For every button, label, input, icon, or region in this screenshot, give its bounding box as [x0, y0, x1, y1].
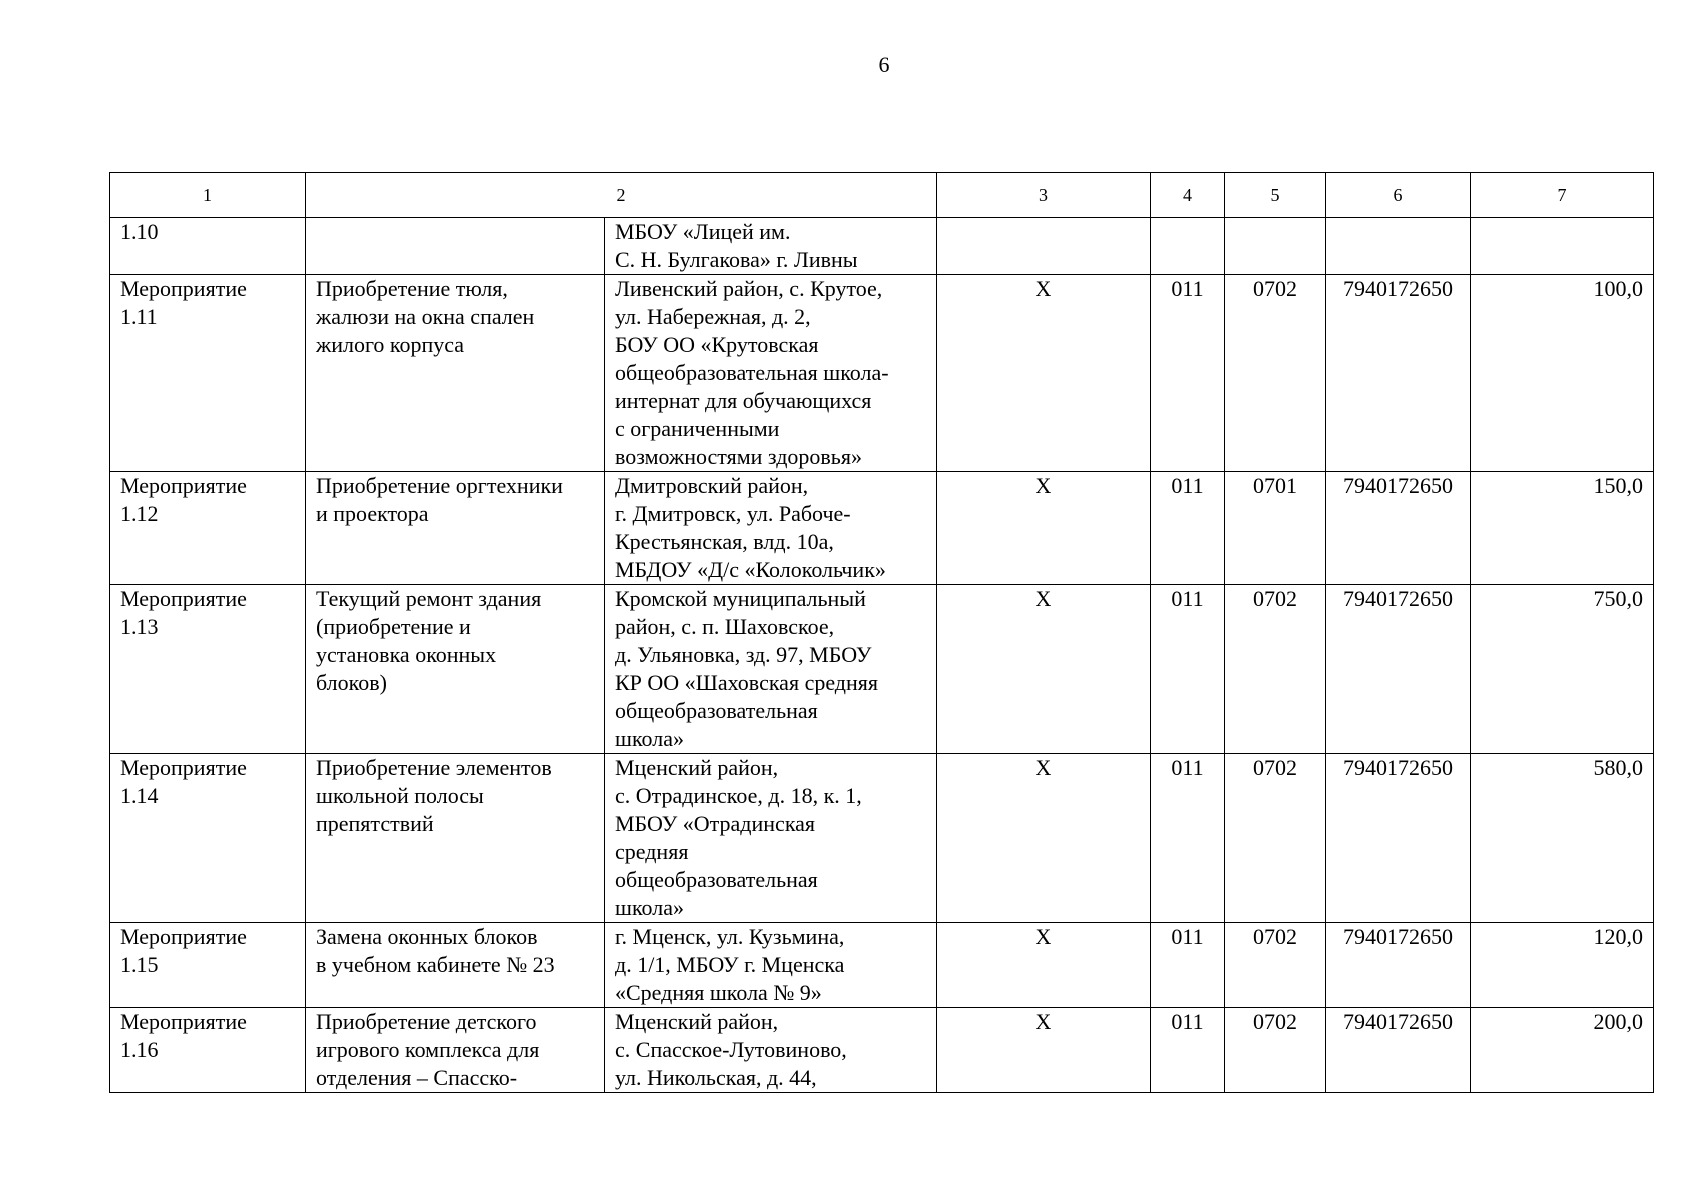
amount-cell: 580,0 [1471, 754, 1654, 923]
address-cell-line: общеобразовательная школа- [615, 360, 889, 385]
address-cell [605, 585, 937, 754]
event-name-cell-line: блоков) [316, 670, 387, 695]
address-cell-line: БОУ ОО «Крутовская [615, 332, 819, 357]
event-number-cell [110, 923, 306, 1008]
address-cell-line: общеобразовательная [615, 698, 818, 723]
code-cell-6: 7940172650 [1326, 1008, 1471, 1093]
code-cell-4: 011 [1151, 275, 1225, 472]
address-cell-line: Мценский район, [615, 1009, 779, 1034]
event-name-cell-line: (приобретение и [316, 614, 471, 639]
column-header-3: 3 [937, 173, 1151, 218]
address-cell [605, 923, 937, 1008]
amount-cell: 150,0 [1471, 472, 1654, 585]
address-cell-line: д. 1/1, МБОУ г. Мценска [615, 952, 845, 977]
event-name-cell-line: Приобретение элементов [316, 755, 552, 780]
event-number-cell-line: 1.10 [120, 219, 159, 244]
table-row [110, 1008, 1654, 1093]
address-cell [605, 472, 937, 585]
address-cell-line: Кромской муниципальный [615, 586, 866, 611]
event-name-cell-line: отделения – Спасско- [316, 1065, 518, 1090]
x-mark-cell: Х [937, 754, 1151, 923]
address-cell-line: С. Н. Булгакова» г. Ливны [615, 247, 858, 272]
event-number-cell-line: 1.12 [120, 501, 159, 526]
address-cell-line: общеобразовательная [615, 867, 818, 892]
page-number: 6 [878, 52, 890, 77]
event-number-cell [110, 472, 306, 585]
code-cell-6: 7940172650 [1326, 754, 1471, 923]
x-mark-cell: Х [937, 472, 1151, 585]
event-name-cell-line: установка оконных [316, 642, 497, 667]
event-number-cell-line: Мероприятие [120, 924, 247, 949]
code-cell-4: 011 [1151, 1008, 1225, 1093]
event-number-cell [110, 585, 306, 754]
budget-table [109, 172, 1654, 1093]
event-name-cell-line: Приобретение детского [316, 1009, 537, 1034]
address-cell-line: возможностями здоровья» [615, 444, 862, 469]
table-row [110, 218, 1654, 275]
address-cell-line: МБДОУ «Д/с «Колокольчик» [615, 557, 886, 582]
x-mark-cell [937, 218, 1151, 275]
code-cell-6 [1326, 218, 1471, 275]
event-number-cell-line: 1.13 [120, 614, 159, 639]
address-cell-line: Ливенский район, с. Крутое, [615, 276, 883, 301]
address-cell-line: с. Спасское-Лутовиново, [615, 1037, 847, 1062]
amount-cell: 100,0 [1471, 275, 1654, 472]
address-cell-line: средняя [615, 839, 689, 864]
event-name-cell [306, 275, 605, 472]
event-number-cell-line: Мероприятие [120, 1009, 247, 1034]
address-cell-line: ул. Набережная, д. 2, [615, 304, 811, 329]
address-cell-line: г. Мценск, ул. Кузьмина, [615, 924, 845, 949]
column-header-5: 5 [1225, 173, 1326, 218]
table-row [110, 754, 1654, 923]
event-number-cell-line: 1.15 [120, 952, 159, 977]
address-cell [605, 275, 937, 472]
event-name-cell-line: Приобретение тюля, [316, 276, 508, 301]
event-name-cell-line: препятствий [316, 811, 434, 836]
address-cell-line: Крестьянская, влд. 10а, [615, 529, 834, 554]
code-cell-4: 011 [1151, 585, 1225, 754]
event-number-cell-line: Мероприятие [120, 755, 247, 780]
address-cell-line: с ограниченными [615, 416, 780, 441]
code-cell-4: 011 [1151, 754, 1225, 923]
event-name-cell-line: школьной полосы [316, 783, 484, 808]
address-cell-line: Дмитровский район, [615, 473, 809, 498]
event-number-cell-line: 1.16 [120, 1037, 159, 1062]
event-number-cell-line: 1.11 [120, 304, 158, 329]
address-cell-line: «Средняя школа № 9» [615, 980, 822, 1005]
code-cell-5: 0702 [1225, 923, 1326, 1008]
amount-cell: 200,0 [1471, 1008, 1654, 1093]
event-name-cell-line: Замена оконных блоков [316, 924, 538, 949]
address-cell-line: КР ОО «Шаховская средняя [615, 670, 879, 695]
event-number-cell-line: Мероприятие [120, 276, 247, 301]
address-cell-line: ул. Никольская, д. 44, [615, 1065, 817, 1090]
code-cell-6: 7940172650 [1326, 472, 1471, 585]
address-cell-line: Мценский район, [615, 755, 779, 780]
event-number-cell [110, 754, 306, 923]
amount-cell [1471, 218, 1654, 275]
amount-cell: 750,0 [1471, 585, 1654, 754]
code-cell-6: 7940172650 [1326, 585, 1471, 754]
event-name-cell [306, 472, 605, 585]
x-mark-cell: Х [937, 923, 1151, 1008]
event-number-cell-line: Мероприятие [120, 586, 247, 611]
event-name-cell [306, 585, 605, 754]
event-name-cell-line: жилого корпуса [316, 332, 465, 357]
event-name-cell-line: и проектора [316, 501, 429, 526]
code-cell-4: 011 [1151, 923, 1225, 1008]
address-cell-line: район, с. п. Шаховское, [615, 614, 835, 639]
address-cell-line: школа» [615, 726, 684, 751]
address-cell [605, 218, 937, 275]
table-row [110, 585, 1654, 754]
code-cell-4: 011 [1151, 472, 1225, 585]
event-name-cell-line: жалюзи на окна спален [316, 304, 535, 329]
column-header-7: 7 [1471, 173, 1654, 218]
event-number-cell-line: Мероприятие [120, 473, 247, 498]
code-cell-5: 0702 [1225, 1008, 1326, 1093]
table-body [110, 218, 1654, 1093]
event-name-cell [306, 1008, 605, 1093]
x-mark-cell: Х [937, 1008, 1151, 1093]
amount-cell: 120,0 [1471, 923, 1654, 1008]
code-cell-6: 7940172650 [1326, 275, 1471, 472]
column-header-2: 2 [306, 173, 937, 218]
event-name-cell-line: Текущий ремонт здания [316, 586, 542, 611]
code-cell-4 [1151, 218, 1225, 275]
x-mark-cell: Х [937, 585, 1151, 754]
table-row [110, 923, 1654, 1008]
event-name-cell-line: игрового комплекса для [316, 1037, 540, 1062]
code-cell-5 [1225, 218, 1326, 275]
event-name-cell [306, 923, 605, 1008]
column-header-4: 4 [1151, 173, 1225, 218]
event-name-cell-line: в учебном кабинете № 23 [316, 952, 555, 977]
event-name-cell [306, 754, 605, 923]
address-cell-line: с. Отрадинское, д. 18, к. 1, [615, 783, 862, 808]
address-cell-line: МБОУ «Лицей им. [615, 219, 791, 244]
event-name-cell [306, 218, 605, 275]
address-cell-line: школа» [615, 895, 684, 920]
event-name-cell-line: Приобретение оргтехники [316, 473, 563, 498]
address-cell-line: МБОУ «Отрадинская [615, 811, 816, 836]
table-header-row [110, 173, 1654, 218]
address-cell [605, 754, 937, 923]
code-cell-6: 7940172650 [1326, 923, 1471, 1008]
address-cell-line: интернат для обучающихся [615, 388, 872, 413]
address-cell [605, 1008, 937, 1093]
event-number-cell [110, 275, 306, 472]
column-header-6: 6 [1326, 173, 1471, 218]
code-cell-5: 0702 [1225, 275, 1326, 472]
address-cell-line: д. Ульяновка, зд. 97, МБОУ [615, 642, 872, 667]
address-cell-line: г. Дмитровск, ул. Рабоче- [615, 501, 851, 526]
code-cell-5: 0701 [1225, 472, 1326, 585]
code-cell-5: 0702 [1225, 585, 1326, 754]
table-row [110, 275, 1654, 472]
event-number-cell [110, 1008, 306, 1093]
table-row [110, 472, 1654, 585]
event-number-cell-line: 1.14 [120, 783, 159, 808]
code-cell-5: 0702 [1225, 754, 1326, 923]
event-number-cell [110, 218, 306, 275]
x-mark-cell: Х [937, 275, 1151, 472]
column-header-1: 1 [110, 173, 306, 218]
